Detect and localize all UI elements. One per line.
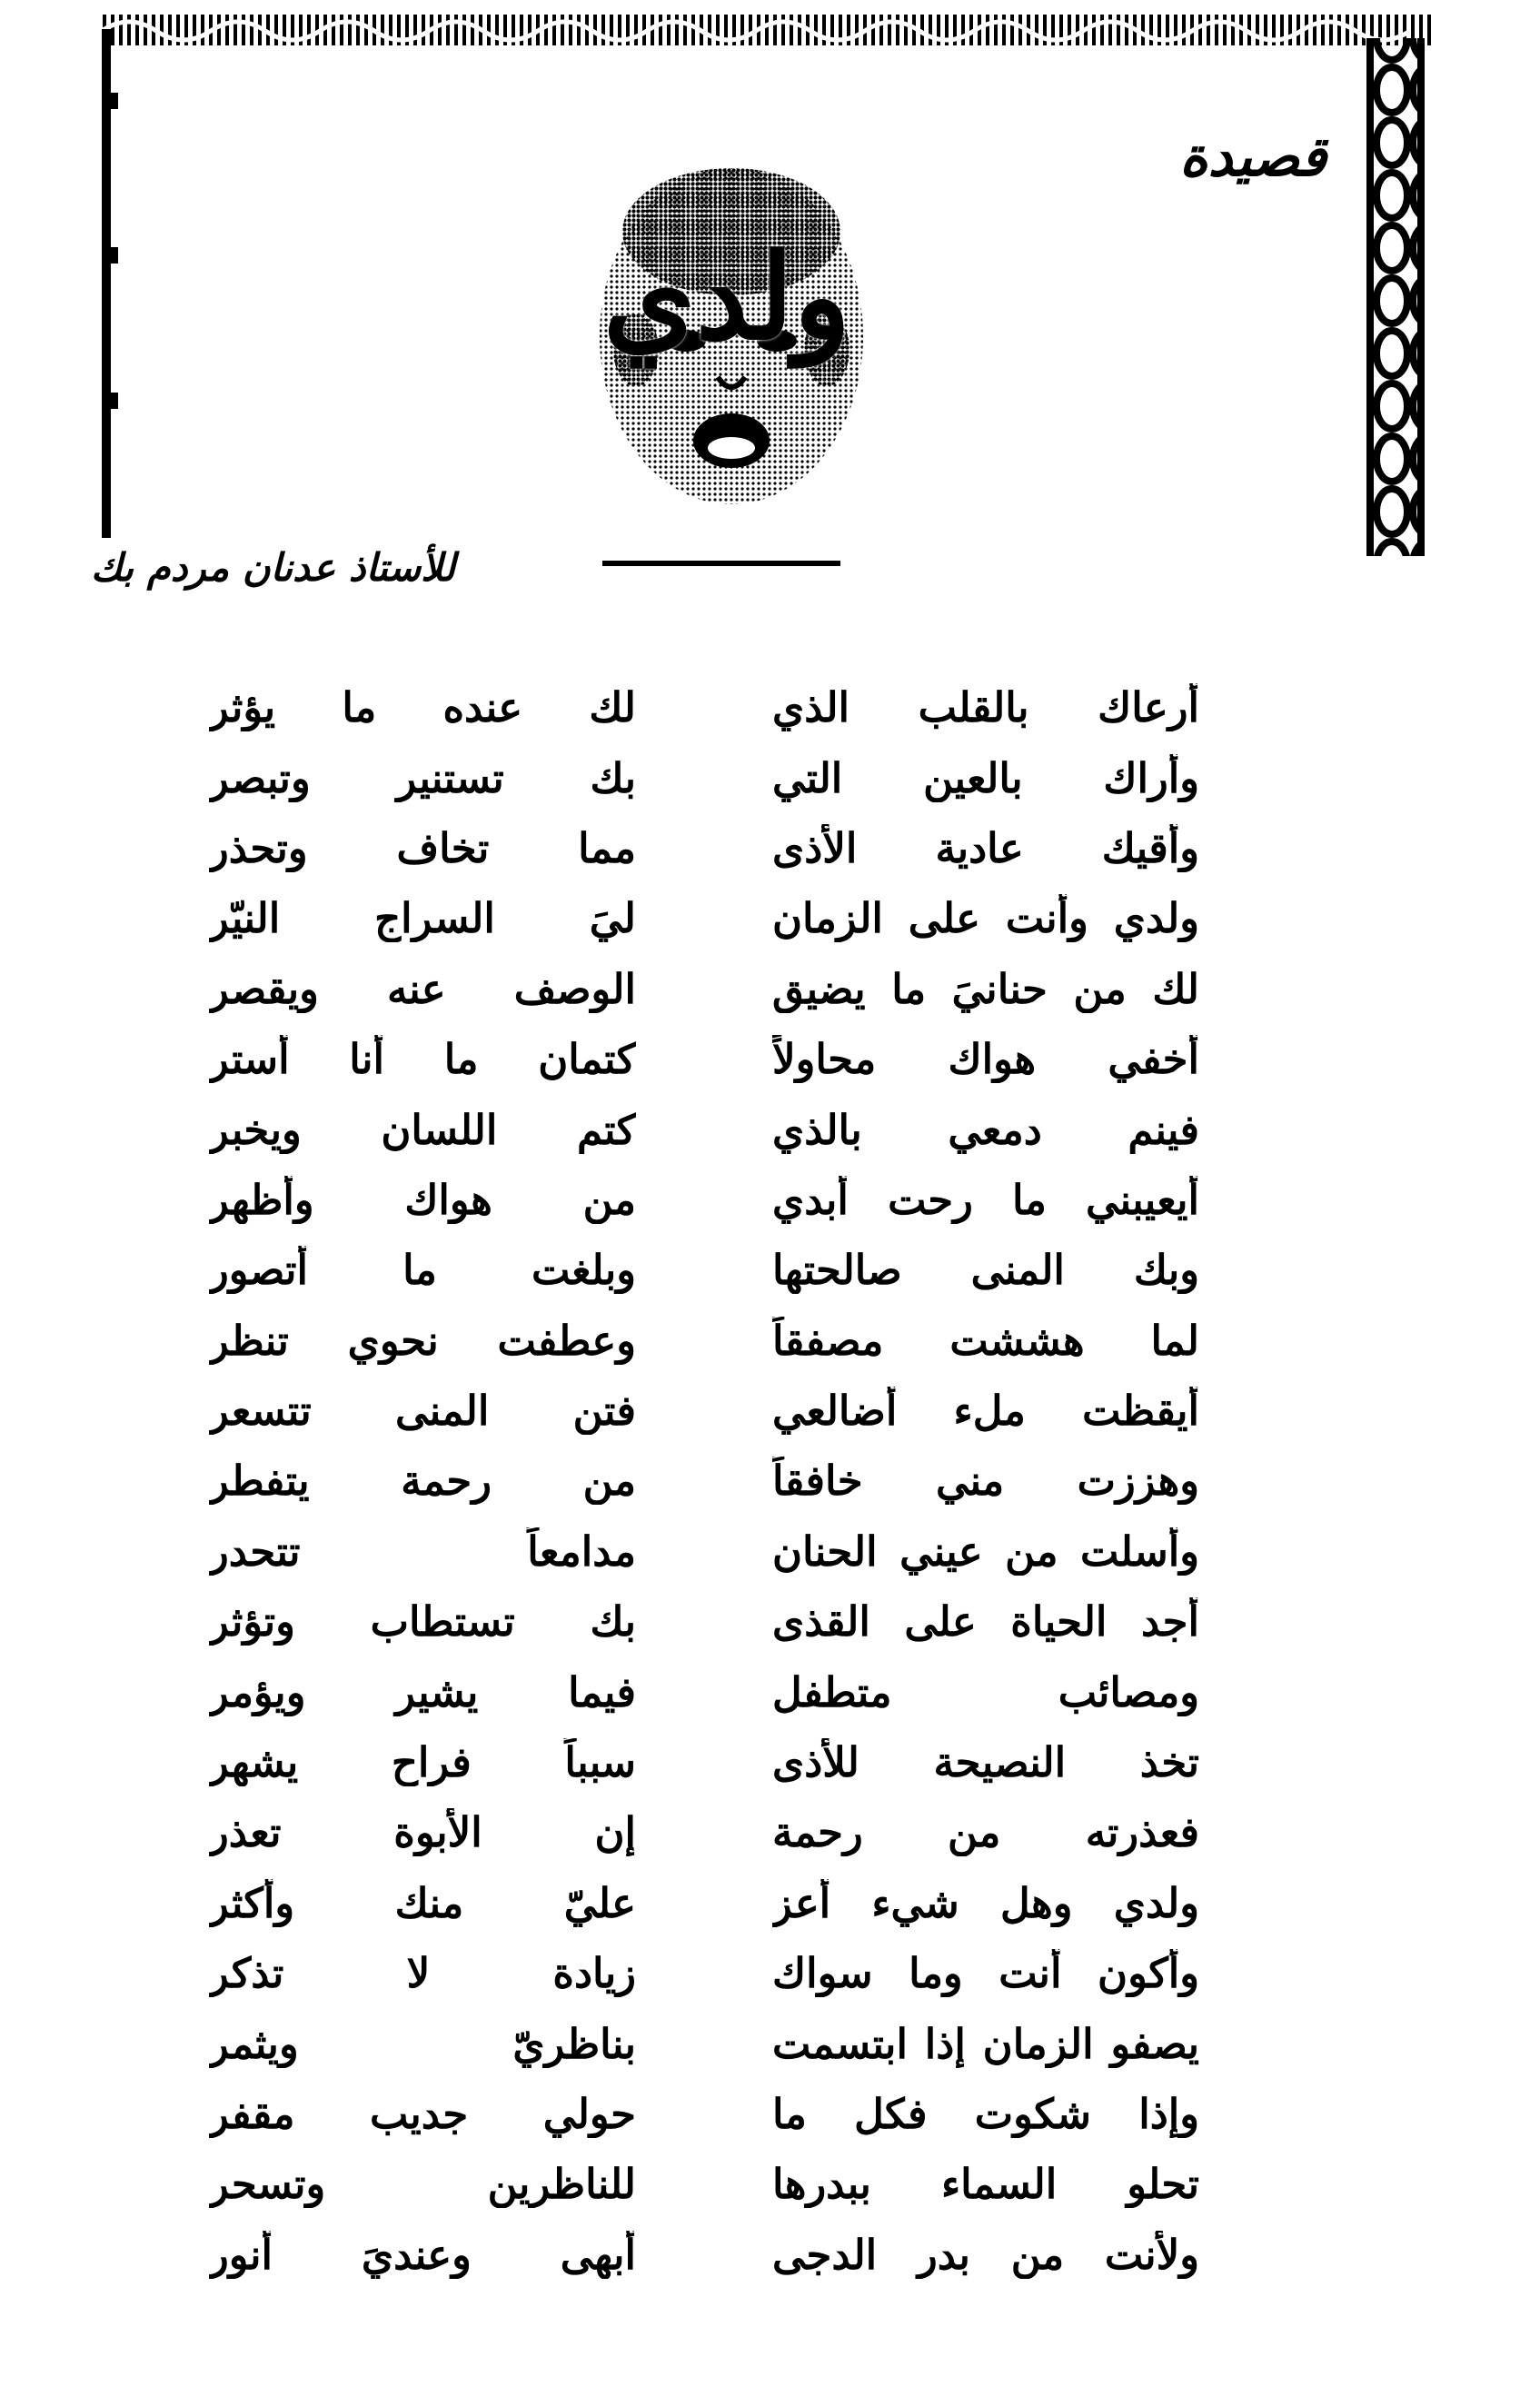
verse-line xyxy=(209,1165,1199,1235)
verse-line xyxy=(209,1094,1199,1164)
verse-line xyxy=(209,1517,1199,1586)
verse-second-hemistich: فيما يشير ويؤمر xyxy=(209,1667,636,1716)
verse-second-hemistich: وعطفت نحوي تنظر xyxy=(209,1316,636,1365)
verse-line xyxy=(209,1727,1199,1797)
verse-second-hemistich: من رحمة يتفطر xyxy=(209,1457,636,1506)
verse-second-hemistich: سبباً فراح يشهر xyxy=(209,1738,636,1787)
verse-line xyxy=(209,1586,1199,1656)
verse-first-hemistich: وأراك بالعين التي xyxy=(772,753,1199,802)
verse-second-hemistich: فتن المنى تتسعر xyxy=(209,1387,636,1436)
verse-line xyxy=(209,1024,1199,1094)
verse-line xyxy=(209,2008,1199,2078)
verse-second-hemistich: كتمان ما أنا أستر xyxy=(209,1035,636,1084)
verse-line xyxy=(209,883,1199,953)
verse-second-hemistich: زيادة لا تذكر xyxy=(209,1949,636,1998)
verse-first-hemistich: يصفو الزمان إذا ابتسمت xyxy=(772,2019,1199,2068)
verse-first-hemistich: ولدي وأنت على الزمان xyxy=(772,894,1199,943)
poem-label: قصيدة xyxy=(1179,125,1326,189)
verse-first-hemistich: تحلو السماء ببدرها xyxy=(772,2160,1199,2209)
verse-line xyxy=(209,742,1199,812)
verse-line xyxy=(209,1376,1199,1446)
verse-first-hemistich: وأسلت من عيني الحنان xyxy=(772,1527,1199,1576)
verse-second-hemistich: مدامعاً تتحدر xyxy=(209,1527,636,1576)
verse-second-hemistich: وبلغت ما أتصور xyxy=(209,1246,636,1295)
verse-first-hemistich: ولأنت من بدر الدجى xyxy=(772,2230,1199,2279)
verse-first-hemistich: أرعاك بالقلب الذي xyxy=(772,683,1199,732)
verse-first-hemistich: لما هششت مصفقاً xyxy=(772,1316,1199,1365)
verse-first-hemistich: أخفي هواك محاولاً xyxy=(772,1035,1199,1084)
verse-first-hemistich: وهززت مني خافقاً xyxy=(772,1457,1199,1506)
verse-line xyxy=(209,1306,1199,1376)
verse-second-hemistich: ليَ السراج النيّر xyxy=(209,894,636,943)
verse-line xyxy=(209,2079,1199,2149)
poem-title: ولدي xyxy=(602,227,851,366)
verse-first-hemistich: أجد الحياة على القذى xyxy=(772,1597,1199,1646)
verse-line xyxy=(209,1797,1199,1867)
verse-line xyxy=(209,2149,1199,2219)
verse-line xyxy=(209,672,1199,742)
verse-first-hemistich: ومصائب متطفل xyxy=(772,1667,1199,1716)
verse-first-hemistich: تخذ النصيحة للأذى xyxy=(772,1738,1199,1787)
verse-second-hemistich: بك تستنير وتبصر xyxy=(209,753,636,802)
verse-first-hemistich: ولدي وهل شيء أعز xyxy=(772,1878,1199,1927)
verse-first-hemistich: وبك المنى صالحتها xyxy=(772,1246,1199,1295)
verse-line xyxy=(209,813,1199,883)
verse-line xyxy=(209,1938,1199,2008)
verse-line xyxy=(209,2220,1199,2290)
verse-second-hemistich: الوصف عنه ويقصر xyxy=(209,964,636,1013)
verse-first-hemistich: أيقظت ملء أضالعي xyxy=(772,1387,1199,1436)
verse-second-hemistich: عليّ منك وأكثر xyxy=(209,1878,636,1927)
verse-first-hemistich: وإذا شكوت فكل ما xyxy=(772,2090,1199,2138)
verse-second-hemistich: بناظريّ ويثمر xyxy=(209,2019,636,2068)
poem-body xyxy=(209,672,1199,2290)
author-byline: للأستاذ عدنان مردم بك xyxy=(91,545,455,590)
verse-second-hemistich: كتم اللسان ويخبر xyxy=(209,1105,636,1154)
verse-first-hemistich: لك من حنانيَ ما يضيق xyxy=(772,964,1199,1013)
verse-line xyxy=(209,954,1199,1024)
verse-line xyxy=(209,1656,1199,1726)
verse-line xyxy=(209,1868,1199,1938)
verse-second-hemistich: من هواك وأظهر xyxy=(209,1175,636,1224)
verse-second-hemistich: لك عنده ما يؤثر xyxy=(209,683,636,732)
verse-second-hemistich: أبهى وعنديَ أنور xyxy=(209,2230,636,2279)
verse-second-hemistich: إن الأبوة تعذر xyxy=(209,1808,636,1857)
title-divider xyxy=(602,561,840,566)
verse-second-hemistich: مما تخاف وتحذر xyxy=(209,823,636,872)
verse-first-hemistich: فعذرته من رحمة xyxy=(772,1808,1199,1857)
verse-line xyxy=(209,1446,1199,1516)
verse-second-hemistich: حولي جديب مقفر xyxy=(209,2090,636,2138)
verse-second-hemistich: بك تستطاب وتؤثر xyxy=(209,1597,636,1646)
verse-first-hemistich: وأقيك عادية الأذى xyxy=(772,823,1199,872)
verse-second-hemistich: للناظرين وتسحر xyxy=(209,2160,636,2209)
verse-line xyxy=(209,1235,1199,1305)
verse-first-hemistich: وأكون أنت وما سواك xyxy=(772,1949,1199,1998)
verse-first-hemistich: أيعيبني ما رحت أبدي xyxy=(772,1175,1199,1224)
verse-first-hemistich: فينم دمعي بالذي xyxy=(772,1105,1199,1154)
